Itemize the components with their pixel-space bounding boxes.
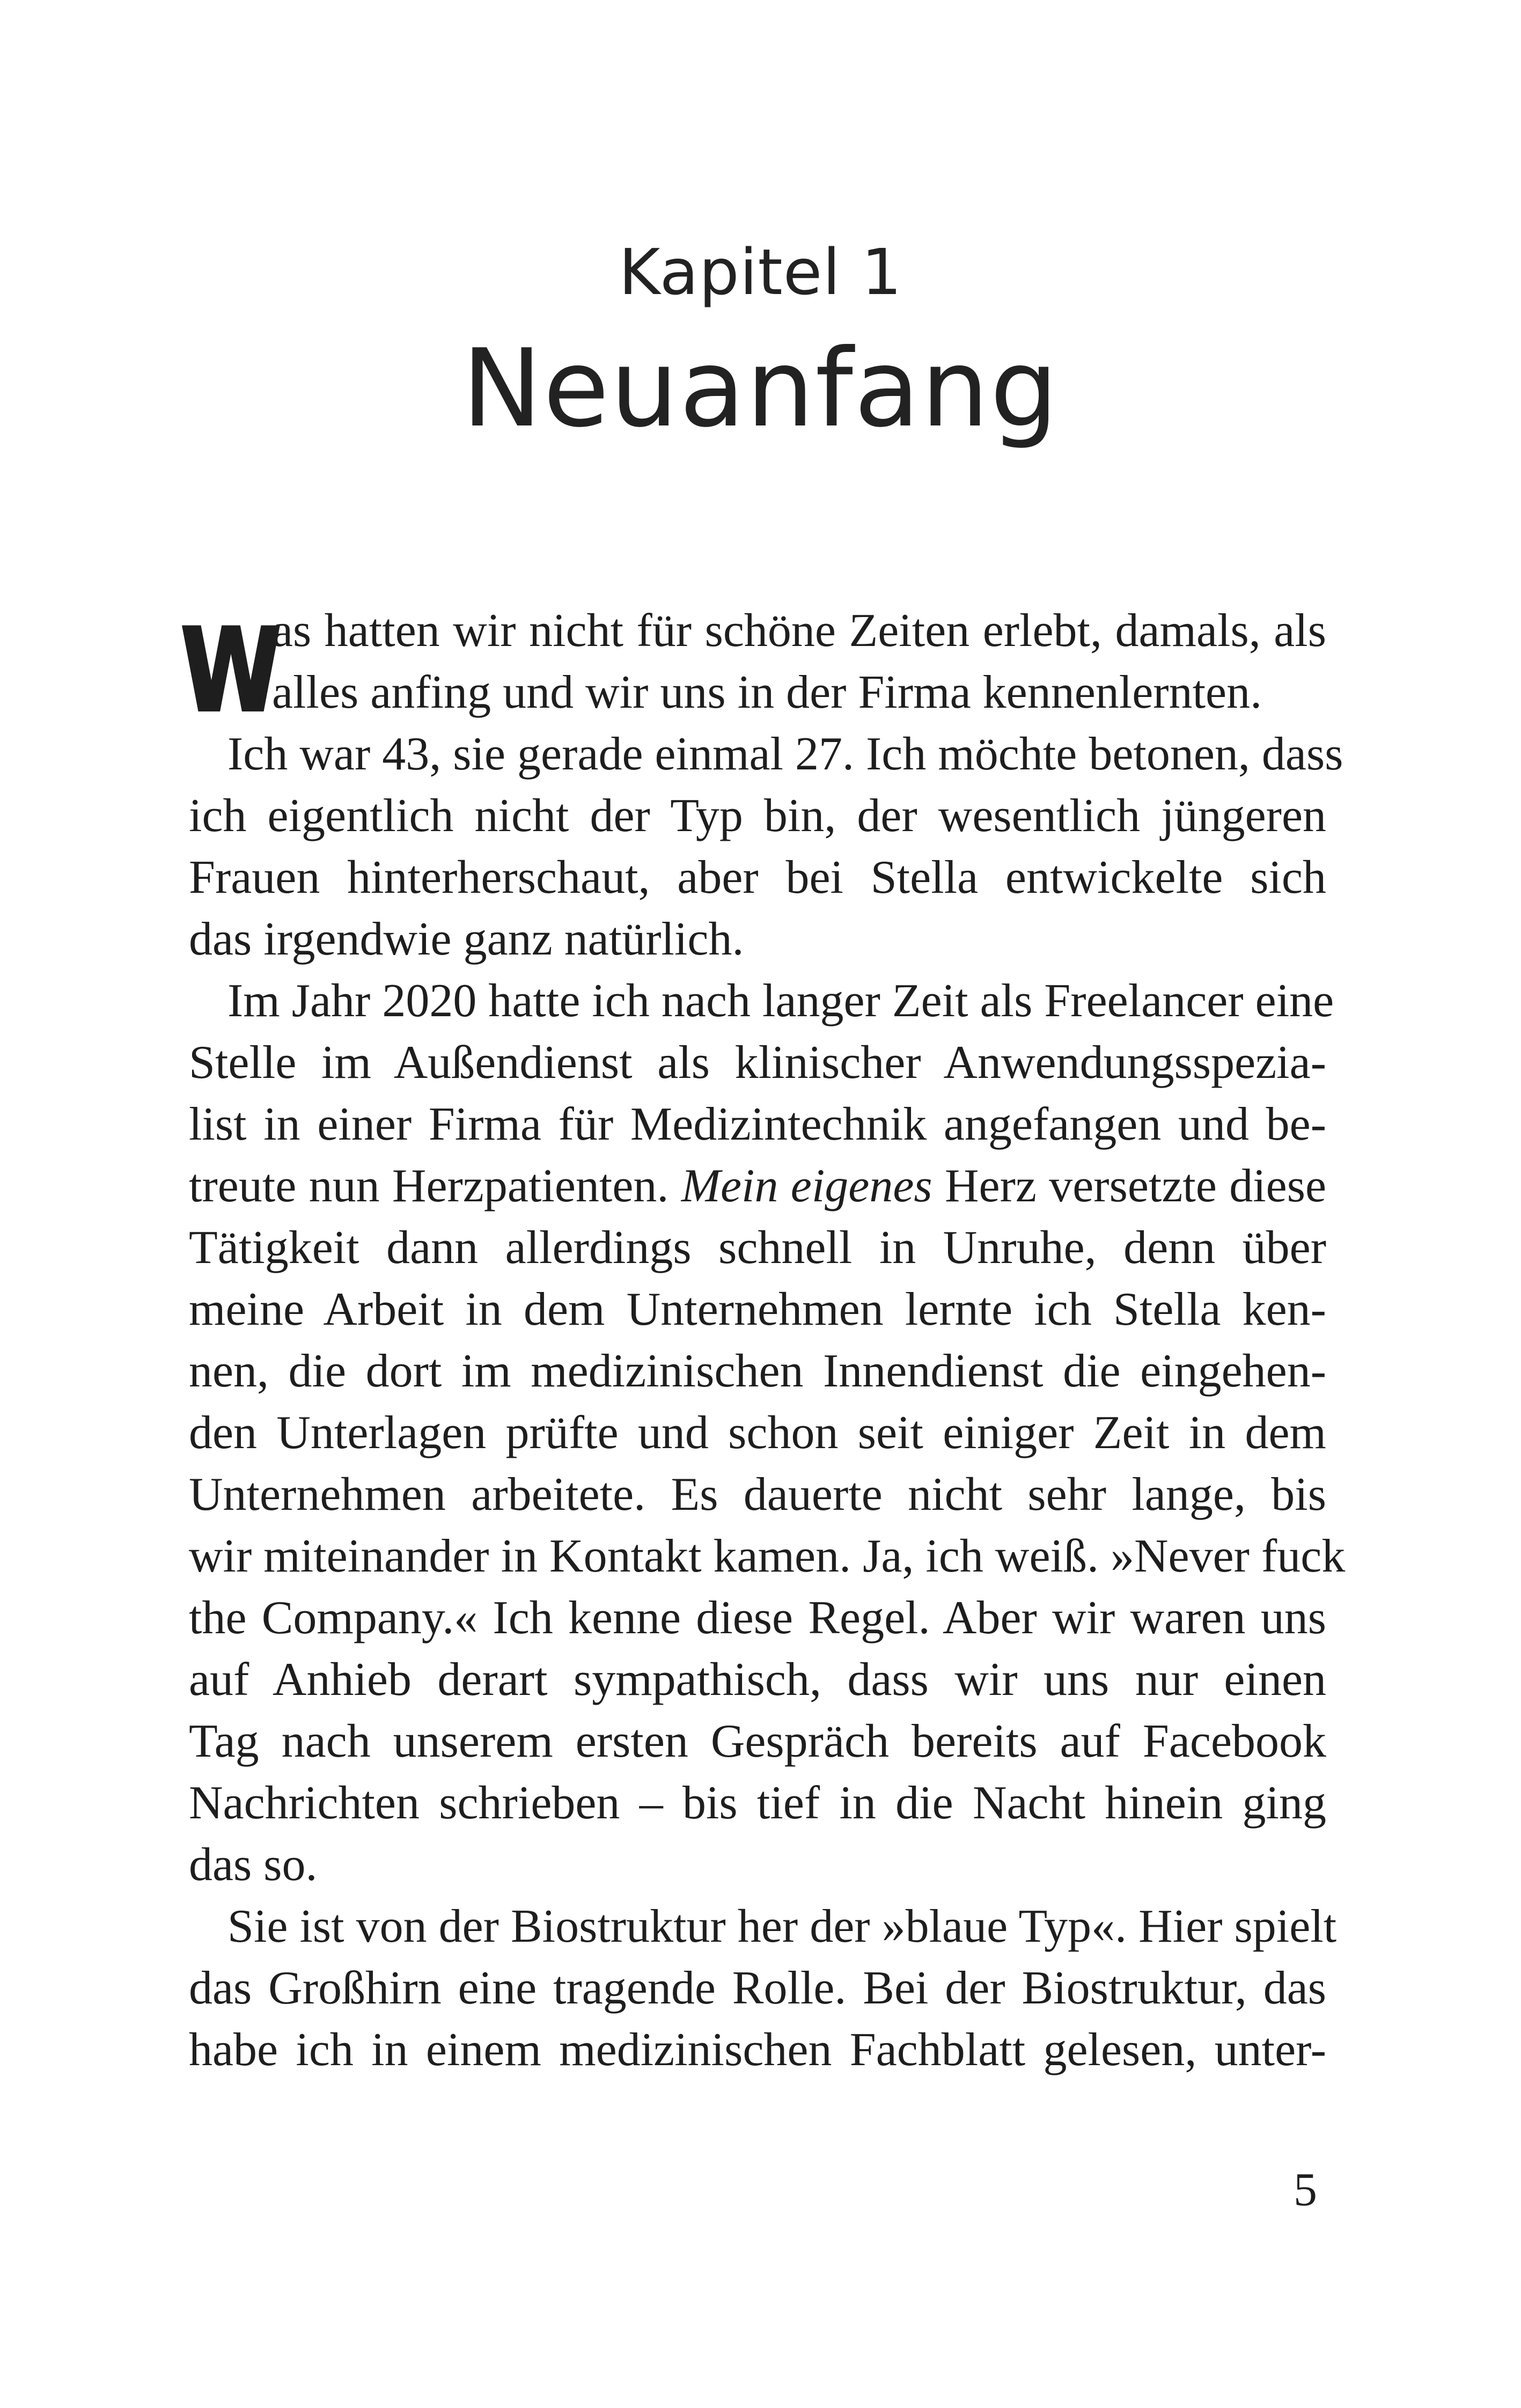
text-line: Unternehmen arbeitete. Es dauerte nicht sehr lange, bis: [189, 1469, 1326, 1521]
text-line: Tätigkeit dann allerdings schnell in Unruhe, denn über: [189, 1222, 1326, 1274]
text-line: the Company.« Ich kenne diese Regel. Aber wir waren uns: [189, 1592, 1326, 1644]
text-line: habe ich in einem medizinischen Fachblatt gelesen, unter-: [189, 2024, 1326, 2076]
text-line: list in einer Firma für Medizintechnik angefangen und be-: [189, 1098, 1326, 1150]
text-line: Tag nach unserem ersten Gespräch bereits auf Facebook: [189, 1715, 1326, 1767]
text-line: [189, 1155, 1326, 1217]
text-line: ich eigentlich nicht der Typ bin, der wesentlich jüngeren: [189, 790, 1326, 842]
text-line: das so.: [189, 1839, 318, 1891]
paragraph: [189, 1896, 1337, 2081]
italic-text: Mein eigenes: [681, 1160, 932, 1212]
text-line: den Unterlagen prüfte und schon seit einiger Zeit in dem: [189, 1407, 1326, 1459]
text-line: meine Arbeit in dem Unternehmen lernte ich Stella ken-: [189, 1283, 1326, 1335]
text-line: auf Anhieb derart sympathisch, dass wir uns nur einen: [189, 1654, 1326, 1706]
body-text: [189, 600, 1346, 2081]
text-line: nen, die dort im medizinischen Innendienst die eingehen-: [189, 1345, 1326, 1397]
text-line: das Großhirn eine tragende Rolle. Bei der Biostruktur, das: [189, 1962, 1326, 2014]
drop-cap: W: [181, 604, 282, 737]
text-line: alles anfing und wir uns in der Firma kennenlernten.: [272, 666, 1262, 718]
chapter-label: Kapitel 1: [619, 235, 902, 309]
paragraph: [189, 600, 1326, 723]
text-line: Ich war 43, sie gerade einmal 27. Ich möchte betonen, dass: [227, 728, 1343, 780]
paragraph: [189, 970, 1346, 1896]
page-number: 5: [1294, 2164, 1317, 2216]
text-line: das irgendwie ganz natürlich.: [189, 913, 744, 965]
paragraph: [189, 723, 1343, 970]
text-line: Sie ist von der Biostruktur her der »blaue Typ«. Hier spielt: [227, 1900, 1337, 1952]
text-line: as hatten wir nicht für schöne Zeiten erlebt, damals, als: [272, 605, 1326, 657]
chapter-title: Neuanfang: [461, 326, 1060, 451]
text-line: Stelle im Außendienst als klinischer Anwendungsspezia-: [189, 1037, 1326, 1089]
text-span: treute nun Herzpatienten.: [189, 1160, 681, 1212]
text-line: wir miteinander in Kontakt kamen. Ja, ich weiß. »Never fuck: [189, 1530, 1346, 1582]
text-span: Herz versetzte diese: [932, 1160, 1327, 1212]
text-line: Im Jahr 2020 hatte ich nach langer Zeit als Freelancer eine: [227, 975, 1334, 1027]
text-line: Nachrichten schrieben – bis tief in die Nacht hinein ging: [189, 1777, 1326, 1829]
text-line: Frauen hinterherschaut, aber bei Stella entwickelte sich: [189, 851, 1326, 904]
